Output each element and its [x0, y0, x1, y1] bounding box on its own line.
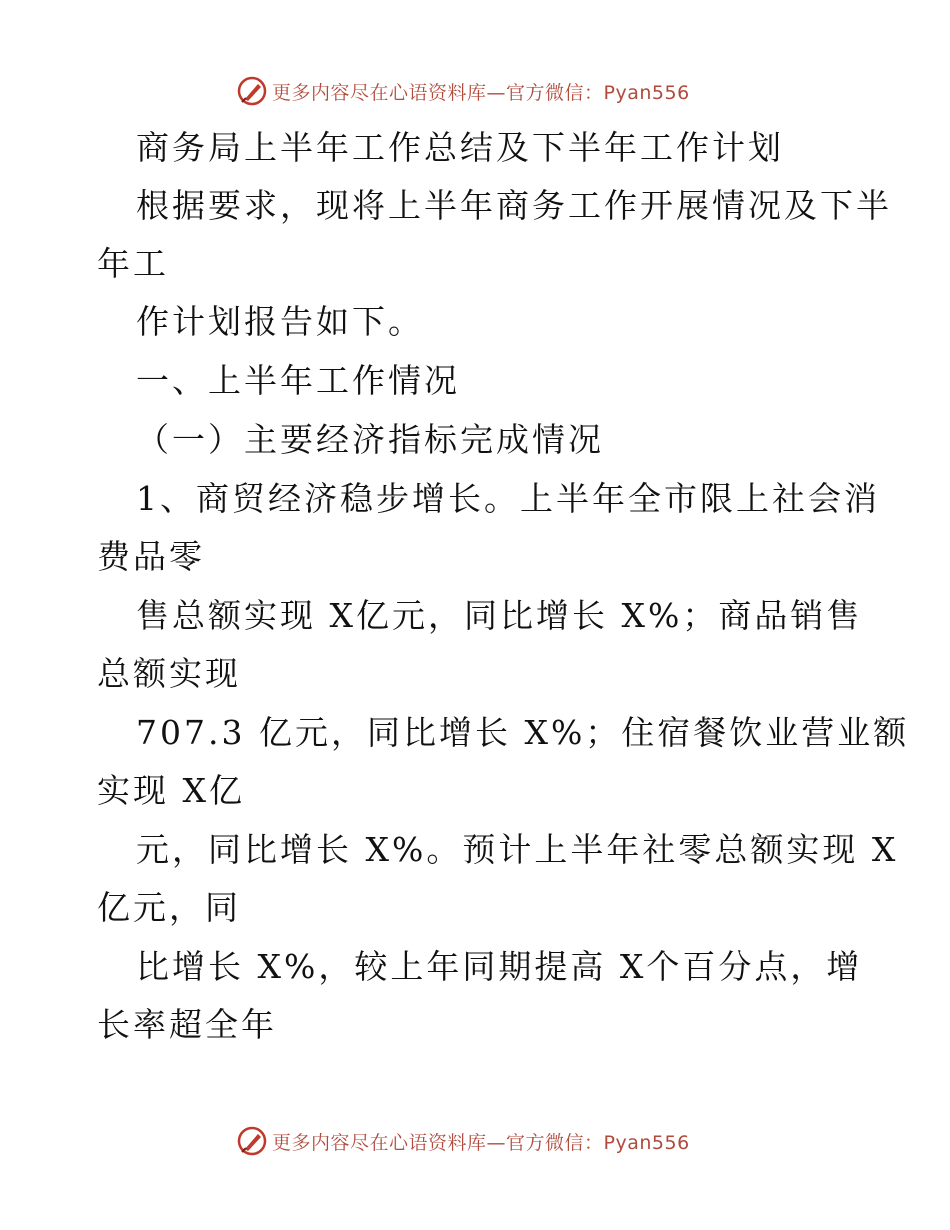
footer-watermark: [236, 1124, 690, 1158]
document-title: 商务局上半年工作总结及下半年工作计划: [136, 128, 784, 167]
watermark-text: 更多内容尽在心语资料库—官方微信：Pyan556: [272, 1131, 690, 1154]
watermark-text: 更多内容尽在心语资料库—官方微信：Pyan556: [272, 81, 690, 104]
section-heading: 一、上半年工作情况: [136, 361, 460, 400]
subsection-heading: （一）主要经济指标完成情况: [136, 420, 604, 459]
paragraph-line: 费品零: [97, 537, 205, 576]
paragraph-line: 长率超全年: [97, 1005, 277, 1044]
quill-pen-logo-icon: [236, 75, 268, 107]
paragraph-line: 实现 X亿: [97, 771, 245, 810]
paragraph-line: 根据要求，现将上半年商务工作开展情况及下半: [136, 186, 892, 225]
paragraph-line: 707.3 亿元，同比增长 X%；住宿餐饮业营业额: [136, 713, 910, 752]
header-watermark: [236, 74, 690, 108]
paragraph-line: 比增长 X%，较上年同期提高 X个百分点，增: [136, 947, 863, 986]
quill-pen-logo-icon: [236, 1125, 268, 1157]
paragraph-line: 亿元，同: [97, 888, 241, 927]
paragraph-line: 总额实现: [97, 654, 241, 693]
paragraph-line: 元，同比增长 X%。预计上半年社零总额实现 X: [136, 830, 899, 869]
paragraph-line: 作计划报告如下。: [136, 302, 424, 341]
paragraph-line: 年工: [97, 244, 169, 283]
paragraph-line: 1、商贸经济稳步增长。上半年全市限上社会消: [136, 479, 880, 518]
paragraph-line: 售总额实现 X亿元，同比增长 X%；商品销售: [136, 596, 863, 635]
